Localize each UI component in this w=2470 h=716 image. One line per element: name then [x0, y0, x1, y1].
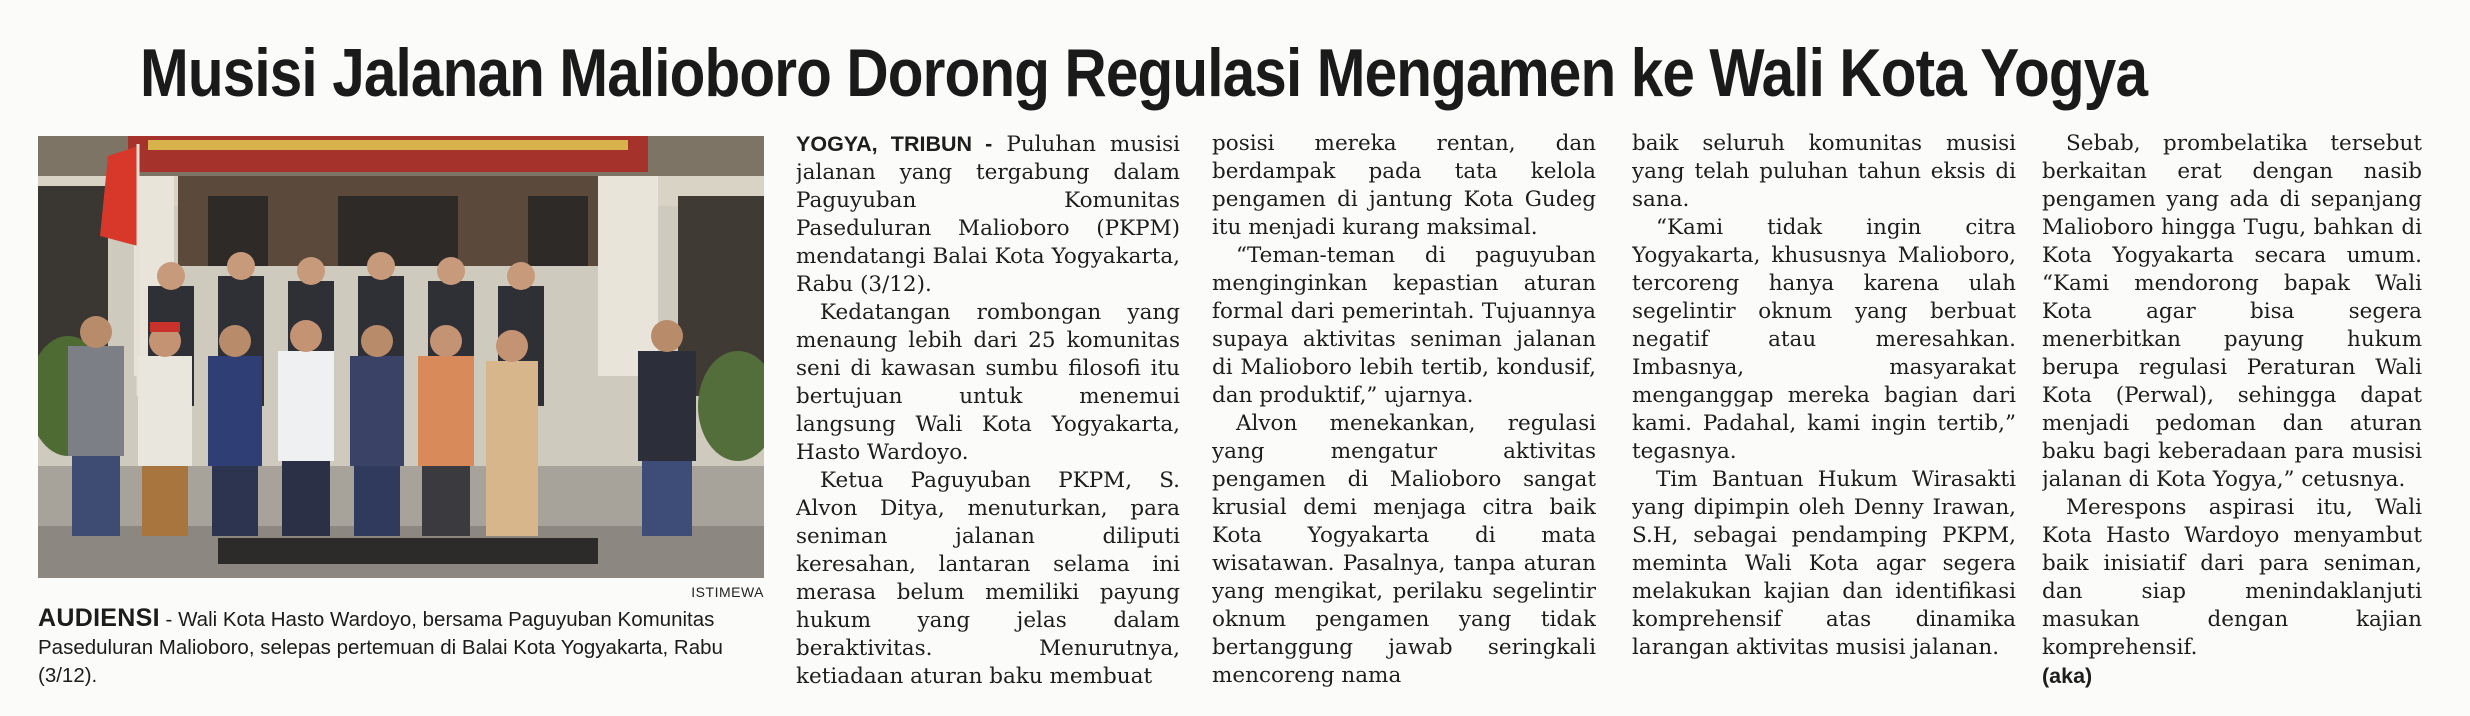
author-initials: (aka) — [2042, 664, 2093, 688]
column-1 — [796, 130, 1180, 700]
column-4 — [2042, 130, 2422, 700]
paragraph: Kedatangan rombongan yang menaung lebih dari 25 komunitas seni di kawasan sumbu filosofi itu bertujuan untuk menemui langsung Wali Kota Yogyakarta, Hasto Wardoyo. — [796, 300, 1180, 465]
photo-credit: ISTIMEWA — [691, 584, 764, 600]
column-3 — [1632, 130, 2016, 700]
paragraph: “Teman-teman di paguyuban menginginkan kepastian aturan formal dari pemerintah. Tujuannya supaya aktivitas seniman jalanan di Malioboro lebih tertib, kondusif, dan produktif,” ujarnya. — [1212, 243, 1596, 408]
photo-caption — [38, 604, 768, 690]
caption-head: AUDIENSI — [38, 604, 160, 632]
dateline: YOGYA, TRIBUN - — [796, 132, 993, 156]
paragraph: Tim Bantuan Hukum Wirasakti yang dipimpin oleh Denny Irawan, S.H, sebagai pendamping PKPM, meminta Wali Kota agar segera melakukan kajian dan identifikasi komprehensif atas dinamika larangan aktivitas musisi jalanan. — [1632, 467, 2016, 660]
caption-text: - Wali Kota Hasto Wardoyo, bersama Paguyuban Komunitas Paseduluran Malioboro, selepas pertemuan di Balai Kota Yogyakarta, Rabu (3/12). — [38, 608, 723, 687]
paragraph: Alvon menekankan, regulasi yang mengatur aktivitas pengamen di Malioboro sangat krusial demi menjaga citra baik Kota Yogyakarta di mata wisatawan. Pasalnya, tanpa aturan yang mengikat, perilaku segelintir oknum pengamen yang tidak bertanggung jawab seringkali mencoreng nama — [1212, 411, 1596, 688]
paragraph: baik seluruh komunitas musisi yang telah puluhan tahun eksis di sana. — [1632, 131, 2016, 212]
author-sign — [2042, 662, 2422, 691]
paragraph: Sebab, prombelatika tersebut berkaitan erat dengan nasib pengamen yang ada di sepanjang Malioboro hingga Tugu, bahkan di Kota Yogyakarta secara umum. “Kami mendorong bapak Wali Kota agar bisa segera menerbitkan payung hukum berupa regulasi Peraturan Wali Kota (Perwal), sehingga dapat menjadi pedoman dan aturan baku bagi keberadaan para musisi jalanan di Kota Yogya,” cetusnya. — [2042, 131, 2422, 492]
paragraph: Ketua Paguyuban PKPM, S. Alvon Ditya, menuturkan, para seniman jalanan diliputi keresahan, lantaran selama ini merasa belum memiliki payung hukum yang jelas dalam beraktivitas. Menurutnya, ketiadaan aturan baku membuat — [796, 468, 1180, 689]
headline: Musisi Jalanan Malioboro Dorong Regulasi Mengamen ke Wali Kota Yogya — [140, 35, 2148, 111]
lead-paragraph — [796, 130, 1180, 299]
column-2 — [1212, 130, 1596, 700]
paragraph: Merespons aspirasi itu, Wali Kota Hasto Wardoyo menyambut baik inisiatif dari para seniman, dan siap menindaklanjuti masukan dengan kajian komprehensif. — [2042, 495, 2422, 660]
news-photo — [38, 136, 764, 578]
lead-text: Puluhan musisi jalanan yang tergabung dalam Paguyuban Komunitas Paseduluran Malioboro (PKPM) mendatangi Balai Kota Yogyakarta, Rabu (3/12). — [796, 132, 1180, 297]
paragraph: posisi mereka rentan, dan berdampak pada tata kelola pengamen di jantung Kota Gudeg itu menjadi kurang maksimal. — [1212, 131, 1596, 240]
paragraph: “Kami tidak ingin citra Yogyakarta, khususnya Malioboro, tercoreng hanya karena ulah segelintir oknum yang berbuat negatif atau meresahkan. Imbasnya, masyarakat menganggap mereka bagian dari kami. Padahal, kami ingin tertib,” tegasnya. — [1632, 215, 2016, 464]
